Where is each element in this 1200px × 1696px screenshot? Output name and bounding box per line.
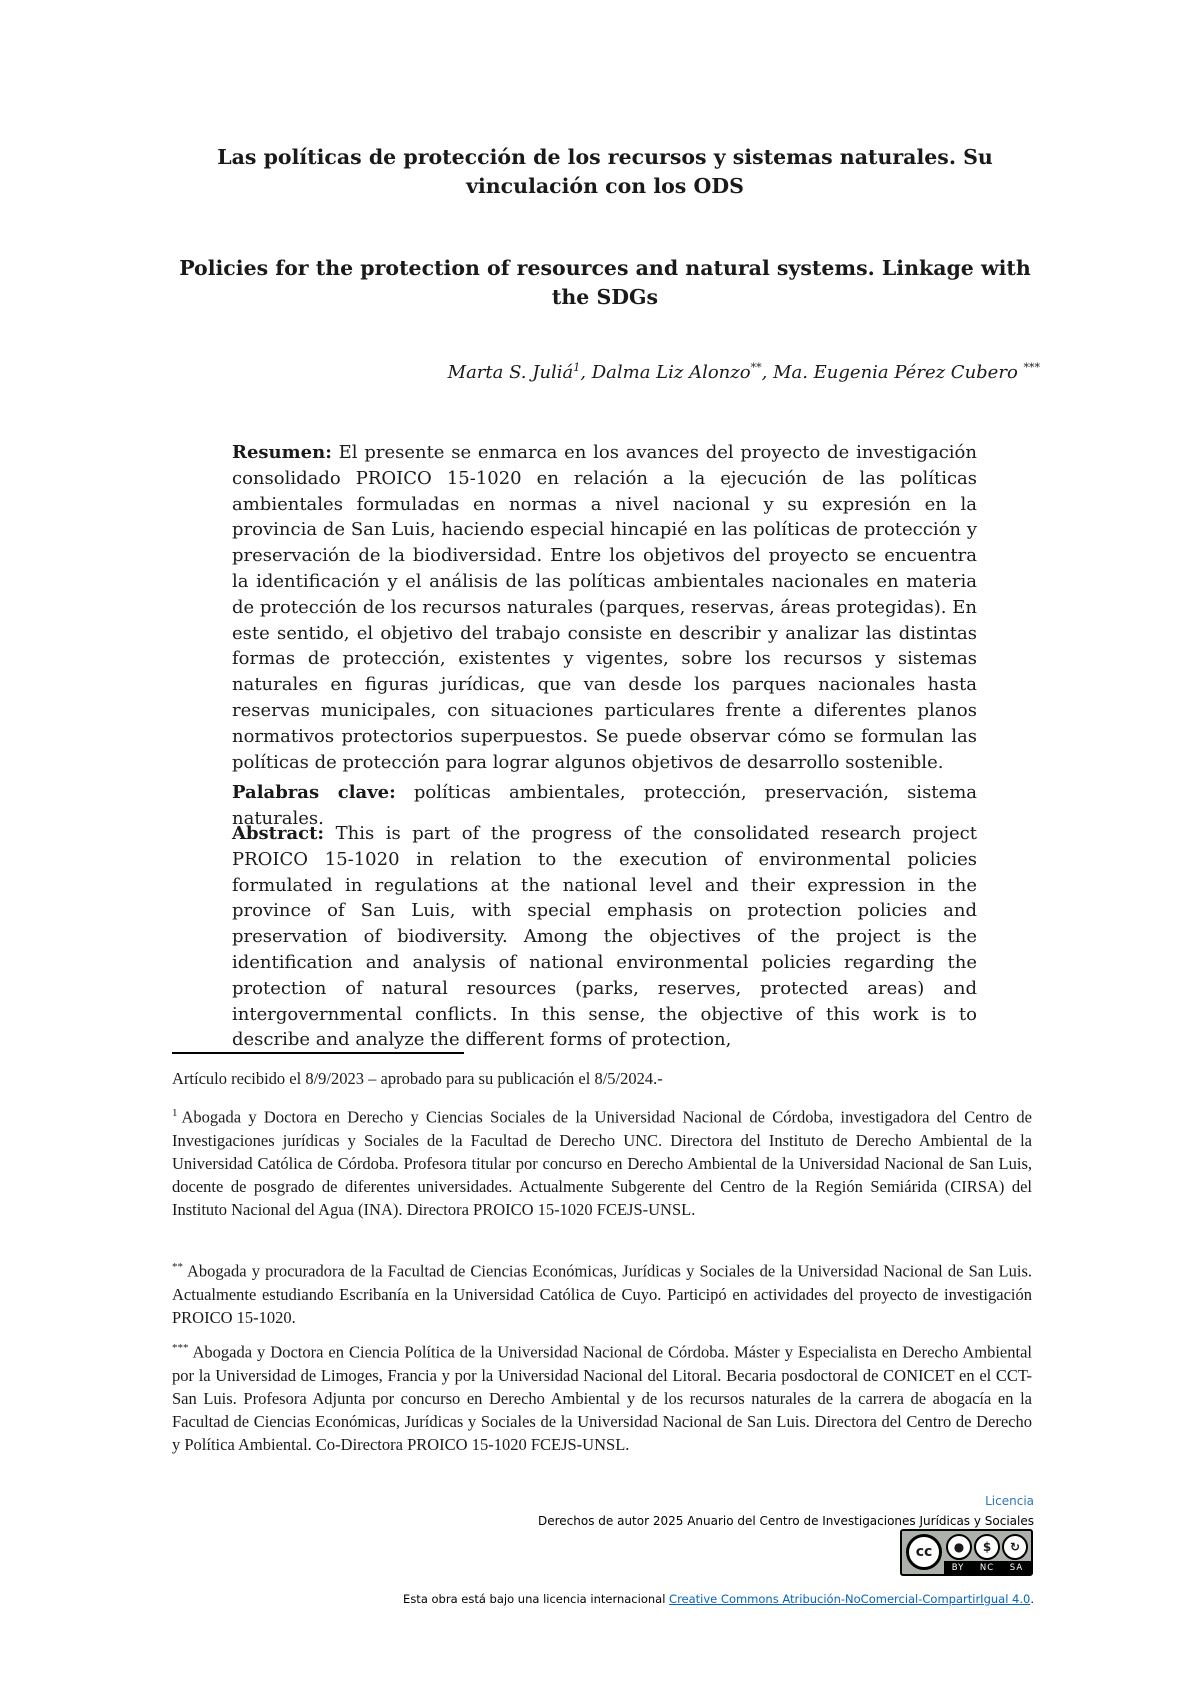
cc-strip-nc: NC [979,1562,995,1573]
footnote-1-mark: 1 [172,1107,178,1119]
cc-license-badge[interactable] [900,1529,1033,1576]
keywords-label: Palabras clave: [232,782,396,803]
abstract-paragraph [232,821,977,1053]
footnote-1 [172,1102,1032,1222]
footnote-received: Artículo recibido el 8/9/2023 – aprobado para su publicación el 8/5/2024.- [172,1069,663,1088]
resumen-paragraph [232,440,977,775]
author-perez-cubero-footnote-mark[interactable]: *** [1023,361,1040,374]
license-label[interactable]: Licencia [985,1494,1034,1508]
footnote-1-text: Abogada y Doctora en Derecho y Ciencias Sociales de la Universidad Nacional de Córdoba, investigadora del Centro de Investigaciones jurídicas y Sociales de la Facultad de Derecho UNC. Directora del Instituto de Derecho Ambiental de la Universidad Católica de Córdoba. Profesora titular por concurso en Derecho Ambiental de la Universidad Nacional de San Luis, docente de posgrado de diferentes universidades. Actualmente Subgerente del Centro de la Región Semiárida (CIRSA) del Instituto Nacional del Agua (INA). Directora PROICO 15-1020 FCEJS-UNSL. [172,1107,1032,1220]
cc-strip-sa: SA [1009,1562,1024,1573]
footnote-2-text: Abogada y procuradora de la Facultad de Ciencias Económicas, Jurídicas y Sociales de la Universidad Nacional de San Luis. Actualmente estudiando Escribanía en la Universidad Católica de Cuyo. Participó en actividades del proyecto de investigación PROICO 15-1020. [172,1261,1032,1327]
footnote-2-mark: ** [172,1261,183,1273]
title-spanish: Las políticas de protección de los recursos y sistemas naturales. Su vinculación con los ODS [217,145,993,198]
authors-line [160,361,1040,383]
license-statement-suffix: . [1030,1592,1034,1606]
footnote-2 [172,1256,1032,1329]
footnote-separator [172,1052,464,1054]
footnote-3 [172,1337,1032,1457]
cc-icons [946,1534,1028,1560]
cc-logo-icon: cc [906,1534,942,1570]
footnote-3-text: Abogada y Doctora en Ciencia Política de la Universidad Nacional de Córdoba. Máster y Especialista en Derecho Ambiental por la Universidad de Limoges, Francia y por la Universidad Nacional del Litoral. Becaria posdoctoral de CONICET en el CCT-San Luis. Profesora Adjunta por concurso en Derecho Ambiental y de los recursos naturales de la carrera de abogacía en la Facultad de Ciencias Económicas, Jurídicas y Sociales de la Universidad Nacional de San Luis. Directora del Centro de Derecho y Política Ambiental. Co-Directora PROICO 15-1020 FCEJS-UNSL. [172,1342,1032,1455]
author-julia-footnote-mark[interactable]: 1 [573,361,581,374]
license-statement-prefix: Esta obra está bajo una licencia internacional [403,1592,670,1606]
author-julia: Marta S. Juliá [447,362,574,383]
copyright-notice: Derechos de autor 2025 Anuario del Centro de Investigaciones Jurídicas y Sociales [538,1514,1034,1528]
author-perez-cubero: Ma. Eugenia Pérez Cubero [773,362,1024,383]
cc-license-link[interactable]: Creative Commons Atribución-NoComercial-CompartirIgual 4.0 [669,1592,1031,1606]
author-alonzo: Dalma Liz Alonzo [591,362,751,383]
nc-icon: $ [974,1534,1000,1560]
resumen-label: Resumen: [232,442,332,463]
author-separator: , [761,362,774,383]
resumen-text: El presente se enmarca en los avances del proyecto de investigación consolidado PROICO 15-1020 en relación a la ejecución de las políticas ambientales formuladas en normas a nivel nacional y su expresión en la provincia de San Luis, haciendo especial hincapié en las políticas de protección y preservación de la biodiversidad. Entre los objetivos del proyecto se encuentra la identificación y el análisis de las políticas ambientales nacionales en materia de protección de los recursos naturales (parques, reservas, áreas protegidas). En este sentido, el objetivo del trabajo consiste en describir y analizar las distintas formas de protección, existentes y vigentes, sobre los recursos y sistemas naturales en figuras jurídicas, que van desde los parques nacionales hasta reservas municipales, con situaciones particulares frente a diferentes planos normativos protectorios superpuestos. Se puede observar cómo se formulan las políticas de protección para lograr algunos objetivos de desarrollo sostenible. [232,442,977,773]
author-alonzo-footnote-mark[interactable]: ** [750,361,762,374]
license-statement [403,1592,1034,1606]
footnote-3-mark: *** [172,1342,189,1354]
sa-icon: ↻ [1002,1534,1028,1560]
abstract-text: This is part of the progress of the consolidated research project PROICO 15-1020 in relation to the execution of environmental policies formulated in regulations at the national level and their expression in the province of San Luis, with special emphasis on protection policies and preservation of biodiversity. Among the objectives of the project is the identification and analysis of national environmental policies regarding the protection of natural resources (parks, reserves, protected areas) and intergovernmental conflicts. In this sense, the objective of this work is to describe and analyze the different forms of protection, [232,823,977,1051]
title-english: Policies for the protection of resources and natural systems. Linkage with the SDGs [179,256,1031,309]
cc-strip-by: BY [951,1562,965,1573]
abstract-label: Abstract: [232,823,325,844]
by-icon: ● [946,1534,972,1560]
author-separator: , [580,362,592,383]
keywords-text: políticas ambientales, protección, preservación, sistema naturales. [232,782,977,829]
cc-badge-strip [944,1561,1031,1574]
